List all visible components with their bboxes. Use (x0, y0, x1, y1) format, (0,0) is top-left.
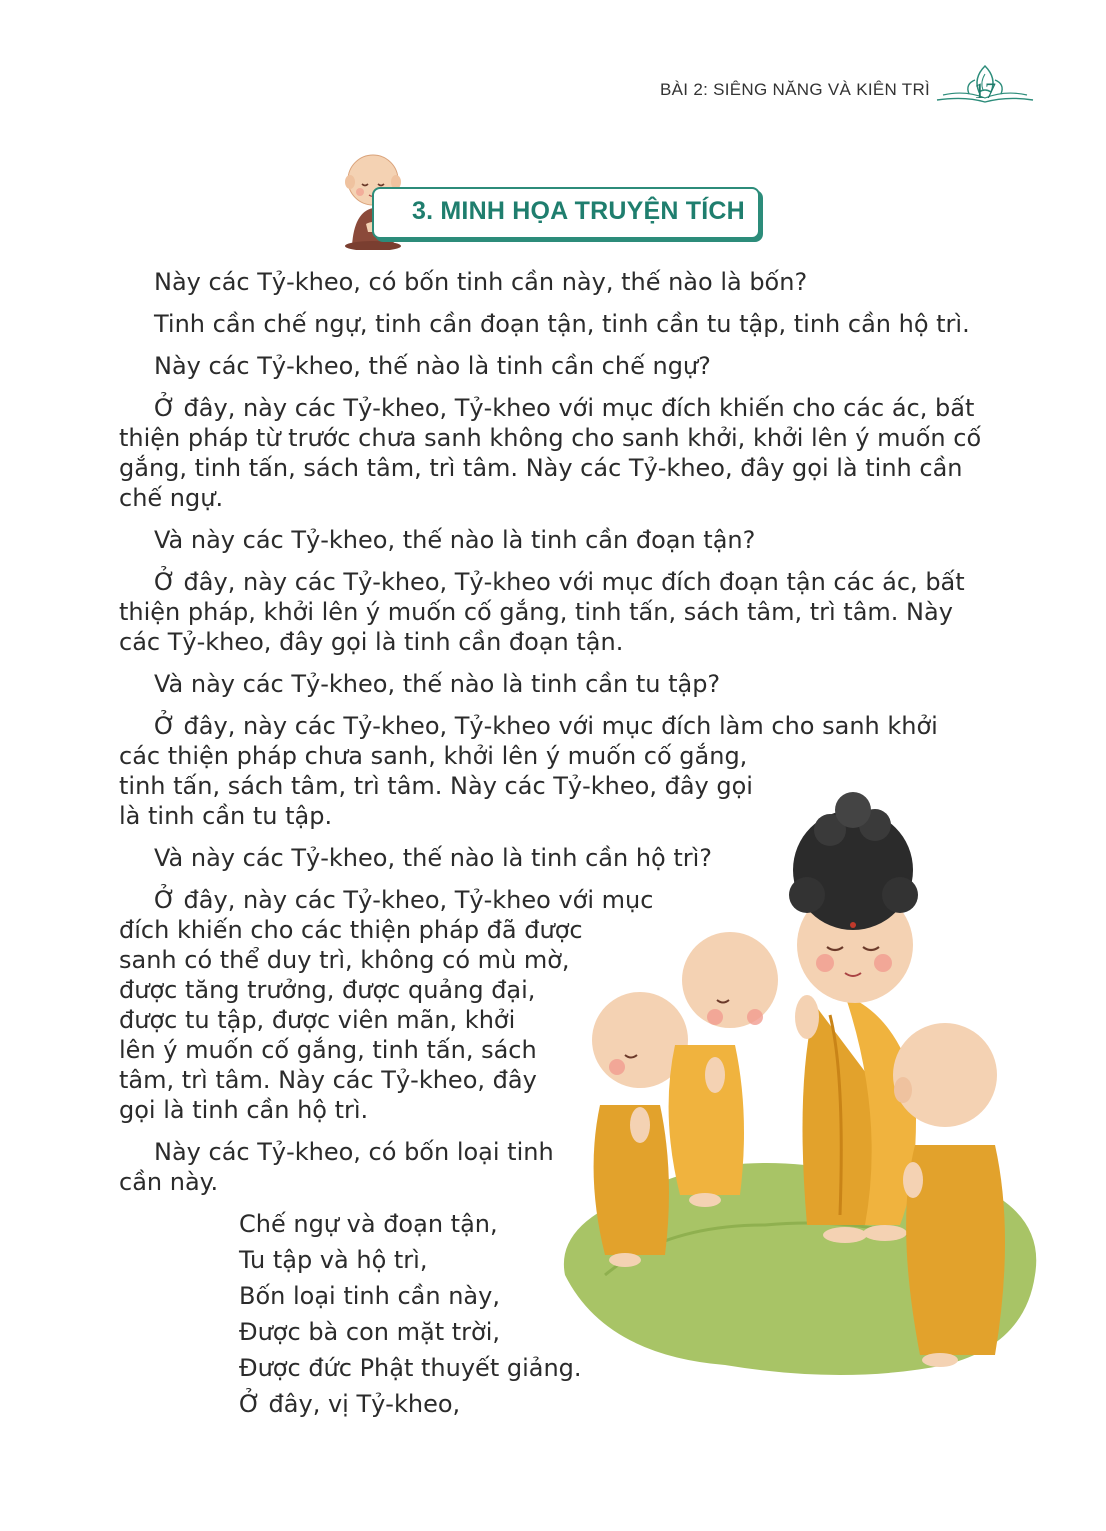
paragraph-line: được tu tập, được viên mãn, khởi (119, 1006, 516, 1034)
paragraph-line: được tăng trưởng, được quảng đại, (119, 976, 536, 1004)
paragraph-line: các Tỷ-kheo, đây gọi là tinh cần đoạn tận. (119, 628, 624, 656)
paragraph-line: thiện pháp, khởi lên ý muốn cố gắng, tinh tấn, sách tâm, trì tâm. Này (119, 598, 953, 626)
verse-line: Được bà con mặt trời, (239, 1318, 500, 1346)
paragraph-line: Và này các Tỷ-kheo, thế nào là tinh cần tu tập? (154, 670, 721, 698)
paragraph-line: chế ngự. (119, 484, 224, 512)
paragraph-line: Và này các Tỷ-kheo, thế nào là tinh cần đoạn tận? (154, 526, 756, 554)
paragraph-line: Ở đây, này các Tỷ-kheo, Tỷ-kheo với mục đích khiến cho các ác, bất (154, 394, 975, 422)
paragraph-line: Ở đây, này các Tỷ-kheo, Tỷ-kheo với mục đích đoạn tận các ác, bất (154, 568, 965, 596)
paragraph-line: lên ý muốn cố gắng, tinh tấn, sách (119, 1036, 537, 1064)
paragraph-line: Này các Tỷ-kheo, có bốn loại tinh (154, 1138, 554, 1166)
paragraph-line: Này các Tỷ-kheo, thế nào là tinh cần chế ngự? (154, 352, 711, 380)
section-title: 3. MINH HỌA TRUYỆN TÍCH (412, 197, 745, 225)
paragraph-line: Này các Tỷ-kheo, có bốn tinh cần này, thế nào là bốn? (154, 268, 808, 296)
paragraph-line: tâm, trì tâm. Này các Tỷ-kheo, đây (119, 1066, 537, 1094)
paragraph-line: sanh có thể duy trì, không có mù mờ, (119, 946, 570, 974)
paragraph-line: Ở đây, này các Tỷ-kheo, Tỷ-kheo với mục (154, 886, 654, 914)
verse-line: Ở đây, vị Tỷ-kheo, (239, 1390, 461, 1418)
page-number: 17 (974, 78, 996, 103)
paragraph-line: Tinh cần chế ngự, tinh cần đoạn tận, tinh cần tu tập, tinh cần hộ trì. (154, 310, 970, 338)
paragraph-line: đích khiến cho các thiện pháp đã được (119, 916, 583, 944)
paragraph-line: Và này các Tỷ-kheo, thế nào là tinh cần hộ trì? (154, 844, 713, 872)
verse-line: Được đức Phật thuyết giảng. (239, 1354, 582, 1382)
paragraph-line: cần này. (119, 1168, 219, 1196)
paragraph-line: gọi là tinh cần hộ trì. (119, 1096, 369, 1124)
paragraph-line: thiện pháp từ trước chưa sanh không cho sanh khởi, khởi lên ý muốn cố (119, 424, 982, 452)
paragraph-line: gắng, tinh tấn, sách tâm, trì tâm. Này các Tỷ-kheo, đây gọi là tinh cần (119, 454, 963, 482)
verse-line: Bốn loại tinh cần này, (239, 1282, 500, 1310)
buddha-monks-illustration (545, 755, 1055, 1395)
verse-line: Chế ngự và đoạn tận, (239, 1210, 498, 1238)
paragraph-line: các thiện pháp chưa sanh, khởi lên ý muốn cố gắng, (119, 742, 748, 770)
verse-line: Tu tập và hộ trì, (239, 1246, 428, 1274)
paragraph-line: là tinh cần tu tập. (119, 802, 333, 830)
paragraph-line: Ở đây, này các Tỷ-kheo, Tỷ-kheo với mục đích làm cho sanh khởi (154, 712, 938, 740)
running-header: BÀI 2: SIÊNG NĂNG VÀ KIÊN TRÌ (660, 80, 931, 99)
paragraph-line: tinh tấn, sách tâm, trì tâm. Này các Tỷ-kheo, đây gọi (119, 772, 753, 800)
